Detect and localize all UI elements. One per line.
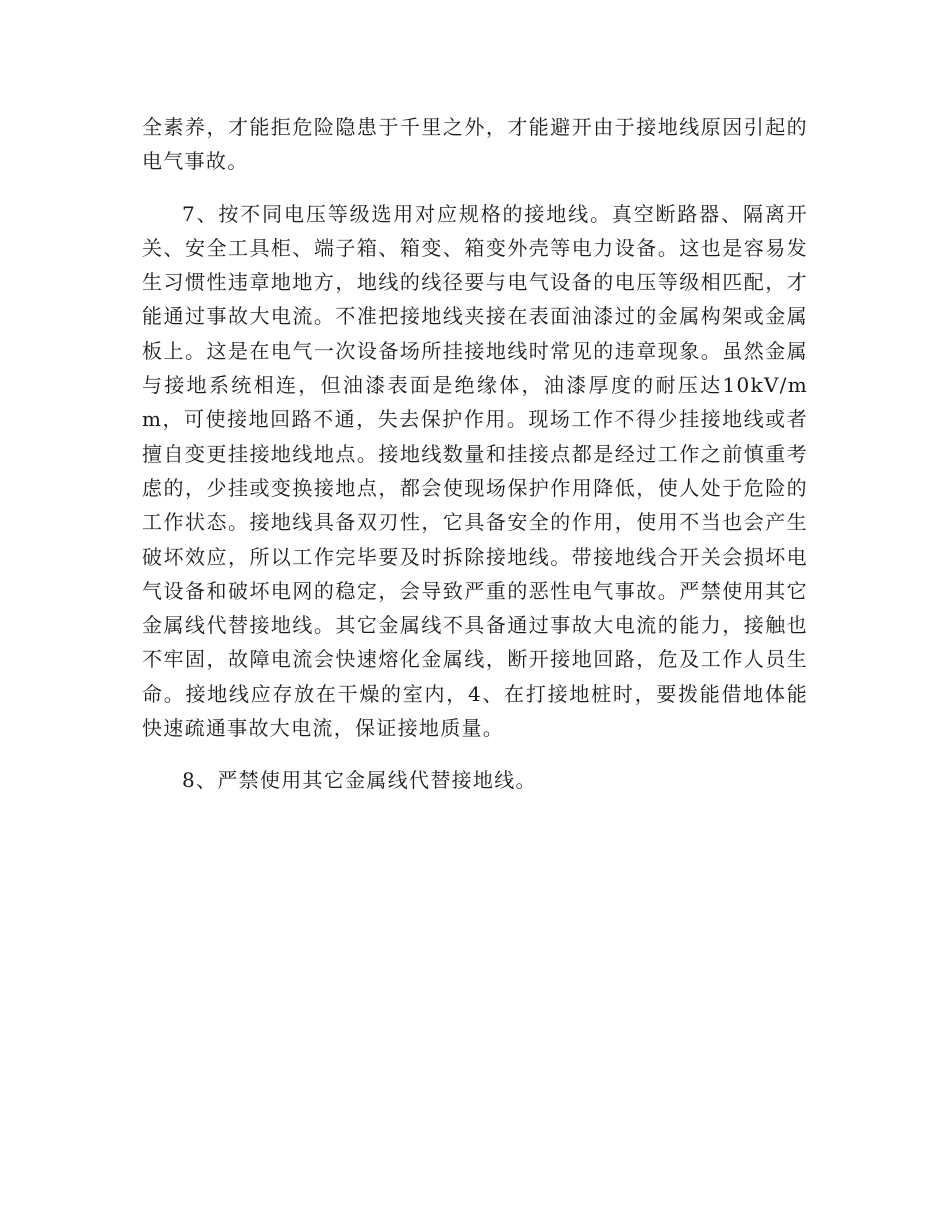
- paragraph-continuation: 全素养，才能拒危险隐患于千里之外，才能避开由于接地线原因引起的电气事故。: [142, 115, 808, 174]
- document-body: [142, 110, 808, 798]
- paragraph-item-7: 7、按不同电压等级选用对应规格的接地线。真空断路器、隔离开关、安全工具柜、端子箱、箱变、箱变外壳等电力设备。这也是容易发生习惯性违章地地方，地线的线径要与电气设备的电压等级相匹配，才能通过事故大电流。不准把接地线夹接在表面油漆过的金属构架或金属板上。这是在电气一次设备场所挂接地线时常见的违章现象。虽然金属与接地系统相连，但油漆表面是绝缘体，油漆厚度的耐压达10kV/mm，可使接地回路不通，失去保护作用。现场工作不得少挂接地线或者擅自变更挂接地线地点。接地线数量和挂接点都是经过工作之前慎重考虑的，少挂或变换接地点，都会使现场保护作用降低，使人处于危险的工作状态。接地线具备双刃性，它具备安全的作用，使用不当也会产生破坏效应，所以工作完毕要及时拆除接地线。带接地线合开关会损坏电气设备和破坏电网的稳定，会导致严重的恶性电气事故。严禁使用其它金属线代替接地线。其它金属线不具备通过事故大电流的能力，接触也不牢固，故障电流会快速熔化金属线，断开接地回路，危及工作人员生命。接地线应存放在干燥的室内，4、在打接地桩时，要拨能借地体能快速疏通事故大电流，保证接地质量。: [142, 201, 808, 741]
- paragraph-item-8: 8、严禁使用其它金属线代替接地线。: [182, 768, 537, 793]
